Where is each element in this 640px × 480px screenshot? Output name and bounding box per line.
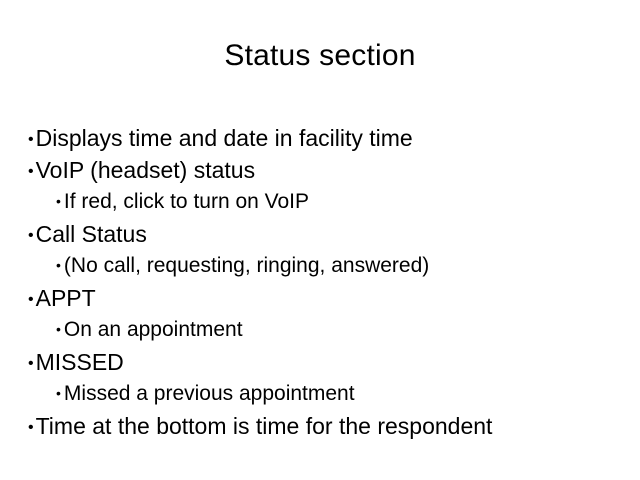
list-item	[28, 378, 618, 410]
list-item-label: Time at the bottom is time for the respondent	[35, 413, 493, 439]
bullet-icon: •	[56, 193, 61, 209]
bullet-list	[28, 122, 618, 442]
bullet-icon: •	[28, 291, 34, 308]
list-item-label: If red, click to turn on VoIP	[63, 190, 310, 213]
list-item-label: On an appointment	[63, 318, 243, 341]
list-item	[28, 218, 618, 250]
bullet-icon: •	[28, 227, 34, 244]
list-item	[28, 346, 618, 378]
list-item	[28, 314, 618, 346]
bullet-icon: •	[56, 321, 61, 337]
list-item	[28, 410, 618, 442]
bullet-icon: •	[28, 131, 34, 148]
list-item-label: Missed a previous appointment	[63, 382, 355, 405]
list-item-label: Displays time and date in facility time	[35, 125, 413, 151]
list-item	[28, 186, 618, 218]
bullet-icon: •	[28, 355, 34, 372]
list-item	[28, 282, 618, 314]
bullet-icon: •	[28, 163, 34, 180]
list-item-label: APPT	[35, 285, 96, 311]
bullet-icon: •	[56, 385, 61, 401]
page-title: Status section	[224, 39, 416, 72]
list-item-label: VoIP (headset) status	[35, 157, 256, 183]
list-item	[28, 122, 618, 154]
bullet-icon: •	[56, 257, 61, 273]
bullet-icon: •	[28, 419, 34, 436]
list-item-label: MISSED	[35, 349, 124, 375]
list-item	[28, 154, 618, 186]
list-item-label: Call Status	[35, 221, 147, 247]
list-item-label: (No call, requesting, ringing, answered)	[63, 254, 430, 277]
list-item	[28, 250, 618, 282]
